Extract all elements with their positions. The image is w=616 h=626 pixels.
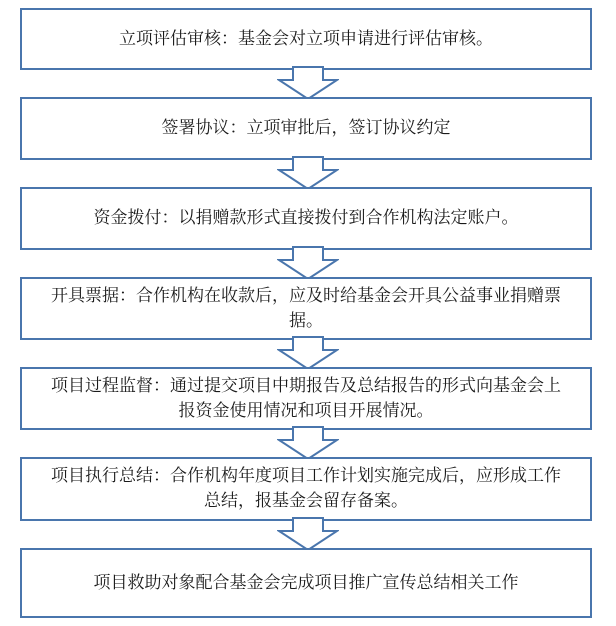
step-box-7	[20, 548, 592, 618]
step-box-3	[20, 187, 592, 250]
step-text-5: 项目过程监督：通过提交项目中期报告及总结报告的形式向基金会上报资金使用情况和项目开展情况。	[51, 375, 561, 421]
down-arrow-icon	[277, 246, 339, 280]
step-text-7: 项目救助对象配合基金会完成项目推广宣传总结相关工作	[93, 572, 519, 593]
down-arrow-icon	[277, 66, 339, 100]
step-box-5	[20, 367, 592, 430]
step-text-2: 签署协议：立项审批后，签订协议约定	[161, 118, 451, 138]
step-box-4	[20, 277, 592, 340]
step-text-1: 立项评估审核：基金会对立项申请进行评估审核。	[119, 28, 493, 49]
down-arrow-icon	[277, 517, 339, 551]
step-box-2	[20, 97, 592, 160]
step-box-1	[20, 8, 592, 70]
step-box-6	[20, 457, 592, 521]
down-arrow-icon	[277, 336, 339, 370]
step-text-4: 开具票据：合作机构在收款后，应及时给基金会开具公益事业捐赠票据。	[51, 285, 561, 331]
down-arrow-icon	[277, 156, 339, 190]
step-text-3: 资金拨付：以捐赠款形式直接拨付到合作机构法定账户。	[93, 208, 519, 228]
step-text-6: 项目执行总结：合作机构年度项目工作计划实施完成后，应形成工作总结，报基金会留存备案。	[51, 466, 561, 511]
down-arrow-icon	[277, 426, 339, 460]
